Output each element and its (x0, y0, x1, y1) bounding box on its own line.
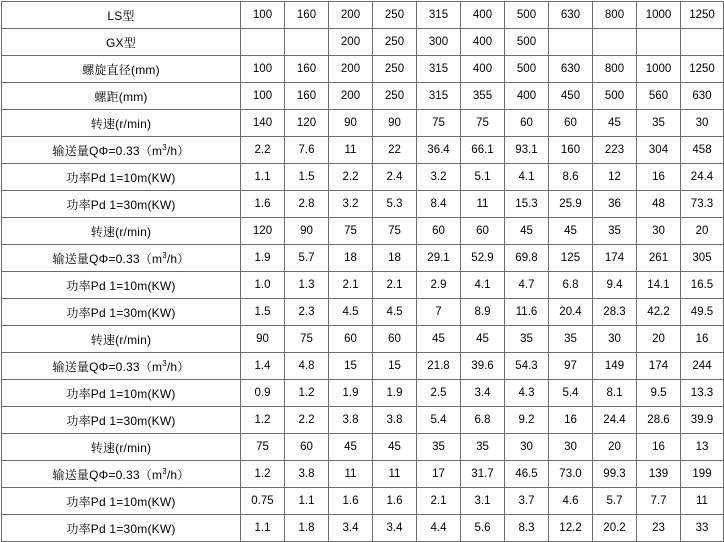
table-cell: 20 (593, 434, 637, 461)
table-cell: 11 (461, 191, 505, 218)
table-cell: 48 (637, 191, 681, 218)
table-cell: 16.5 (681, 272, 724, 299)
table-cell: 174 (593, 245, 637, 272)
table-cell: 250 (373, 29, 417, 56)
table-cell: 60 (285, 434, 329, 461)
table-cell: 1.6 (241, 191, 285, 218)
row-label: 螺旋直径(mm) (2, 56, 241, 83)
table-cell: 500 (593, 83, 637, 110)
table-cell: 315 (417, 83, 461, 110)
table-cell: 33 (681, 515, 724, 542)
table-row (2, 488, 724, 515)
table-cell: 458 (681, 137, 724, 164)
table-row (2, 29, 724, 56)
table-cell: 2.2 (285, 407, 329, 434)
table-cell: 4.7 (505, 272, 549, 299)
table-cell: 17 (417, 461, 461, 488)
table-cell: 16 (549, 407, 593, 434)
table-cell: 300 (417, 29, 461, 56)
table-cell: 90 (285, 218, 329, 245)
table-cell: 160 (285, 2, 329, 29)
table-cell: 18 (373, 245, 417, 272)
table-cell: 3.4 (329, 515, 373, 542)
table-cell: 36 (593, 191, 637, 218)
table-row (2, 407, 724, 434)
table-cell-empty (549, 29, 593, 56)
table-cell: 16 (681, 326, 724, 353)
table-cell: 800 (593, 2, 637, 29)
row-label: 输送量$Q\Phi=0.33(m^3/h)$ (2, 461, 241, 488)
table-cell: 20 (637, 326, 681, 353)
table-cell: 1.6 (329, 488, 373, 515)
table-cell: 2.4 (373, 164, 417, 191)
table-cell: 2.2 (329, 164, 373, 191)
table-cell: 25.9 (549, 191, 593, 218)
row-label: 转速(r/min) (2, 218, 241, 245)
table-cell: 1.8 (285, 515, 329, 542)
table-cell: 42.2 (637, 299, 681, 326)
table-cell: 45 (505, 218, 549, 245)
table-cell: 30 (681, 110, 724, 137)
table-cell: 93.1 (505, 137, 549, 164)
table-cell: 24.4 (593, 407, 637, 434)
table-cell: 199 (681, 461, 724, 488)
table-cell: 9.2 (505, 407, 549, 434)
table-cell: 4.5 (373, 299, 417, 326)
table-cell: 1250 (681, 56, 724, 83)
table-cell: 500 (505, 29, 549, 56)
table-cell: 250 (373, 83, 417, 110)
table-cell: 9.4 (593, 272, 637, 299)
table-cell: 1000 (637, 56, 681, 83)
table-cell: 3.7 (505, 488, 549, 515)
table-row (2, 110, 724, 137)
table-cell: 1250 (681, 2, 724, 29)
table-cell: 39.9 (681, 407, 724, 434)
table-cell: 11 (329, 137, 373, 164)
table-cell: 200 (329, 56, 373, 83)
row-label: 功率Pd 1=30m(KW) (2, 407, 241, 434)
table-cell: 2.1 (329, 272, 373, 299)
table-cell: 39.6 (461, 353, 505, 380)
table-cell: 120 (285, 110, 329, 137)
table-cell: 7.6 (285, 137, 329, 164)
table-cell: 52.9 (461, 245, 505, 272)
row-label: 输送量$Q\Phi=0.33(m^3/h)$ (2, 245, 241, 272)
table-cell: 11 (329, 461, 373, 488)
table-cell: 1.3 (285, 272, 329, 299)
table-row (2, 56, 724, 83)
table-cell: 29.1 (417, 245, 461, 272)
table-cell: 90 (329, 110, 373, 137)
table-cell: 1.9 (373, 380, 417, 407)
table-cell: 14.1 (637, 272, 681, 299)
table-cell: 4.4 (417, 515, 461, 542)
table-row (2, 2, 724, 29)
table-row (2, 137, 724, 164)
table-cell: 8.3 (505, 515, 549, 542)
table-cell: 60 (417, 218, 461, 245)
table-cell: 315 (417, 56, 461, 83)
table-cell: 5.4 (417, 407, 461, 434)
table-cell: 1.1 (241, 164, 285, 191)
table-cell: 139 (637, 461, 681, 488)
table-cell: 2.9 (417, 272, 461, 299)
row-label: 功率Pd 1=30m(KW) (2, 299, 241, 326)
table-cell: 0.9 (241, 380, 285, 407)
table-cell: 244 (681, 353, 724, 380)
table-cell: 800 (593, 56, 637, 83)
table-cell: 3.4 (461, 380, 505, 407)
table-cell: 250 (373, 2, 417, 29)
table-cell: 1.1 (285, 488, 329, 515)
table-cell: 1.2 (241, 461, 285, 488)
table-cell: 9.5 (637, 380, 681, 407)
row-label: LS型 (2, 2, 241, 29)
table-cell: 73.0 (549, 461, 593, 488)
table-cell: 160 (285, 56, 329, 83)
table-cell: 2.3 (285, 299, 329, 326)
table-cell: 46.5 (505, 461, 549, 488)
table-cell: 11.6 (505, 299, 549, 326)
table-row (2, 218, 724, 245)
table-row (2, 434, 724, 461)
table-cell: 30 (549, 434, 593, 461)
table-cell: 1.2 (241, 407, 285, 434)
table-cell: 2.5 (417, 380, 461, 407)
table-cell: 35 (637, 110, 681, 137)
table-cell: 250 (373, 56, 417, 83)
table-row (2, 353, 724, 380)
table-cell: 200 (329, 83, 373, 110)
table-cell: 5.1 (461, 164, 505, 191)
table-cell: 97 (549, 353, 593, 380)
table-cell: 400 (461, 29, 505, 56)
table-cell: 45 (329, 434, 373, 461)
table-row (2, 326, 724, 353)
table-cell: 400 (505, 83, 549, 110)
table-cell: 450 (549, 83, 593, 110)
table-cell: 60 (373, 326, 417, 353)
table-cell: 16 (637, 434, 681, 461)
table-cell: 75 (417, 110, 461, 137)
table-cell: 16 (637, 164, 681, 191)
table-cell: 5.7 (285, 245, 329, 272)
table-cell: 160 (549, 137, 593, 164)
table-cell: 99.3 (593, 461, 637, 488)
table-cell: 12 (593, 164, 637, 191)
table-cell: 315 (417, 2, 461, 29)
table-cell: 75 (461, 110, 505, 137)
table-cell: 30 (637, 218, 681, 245)
table-cell: 5.3 (373, 191, 417, 218)
table-cell: 5.7 (593, 488, 637, 515)
table-cell: 174 (637, 353, 681, 380)
table-cell: 7 (417, 299, 461, 326)
table-cell: 60 (329, 326, 373, 353)
table-cell: 30 (593, 326, 637, 353)
table-cell: 261 (637, 245, 681, 272)
table-cell: 35 (593, 218, 637, 245)
table-cell: 1.4 (241, 353, 285, 380)
table-cell: 35 (549, 326, 593, 353)
table-row (2, 164, 724, 191)
table-cell: 3.4 (373, 515, 417, 542)
table-body (2, 2, 724, 542)
table-cell: 1.5 (241, 299, 285, 326)
table-cell: 7.7 (637, 488, 681, 515)
table-cell: 18 (329, 245, 373, 272)
table-cell: 149 (593, 353, 637, 380)
table-cell: 2.1 (417, 488, 461, 515)
table-cell: 6.8 (461, 407, 505, 434)
table-cell: 1.5 (285, 164, 329, 191)
table-cell: 120 (241, 218, 285, 245)
table-cell: 22 (373, 137, 417, 164)
table-cell: 4.1 (461, 272, 505, 299)
table-cell: 2.2 (241, 137, 285, 164)
table-cell: 15 (373, 353, 417, 380)
row-label: 功率Pd 1=10m(KW) (2, 488, 241, 515)
table-cell: 66.1 (461, 137, 505, 164)
table-cell: 1000 (637, 2, 681, 29)
table-cell: 24.4 (681, 164, 724, 191)
table-cell: 355 (461, 83, 505, 110)
table-row (2, 245, 724, 272)
table-row (2, 515, 724, 542)
table-cell: 90 (241, 326, 285, 353)
table-cell: 45 (549, 218, 593, 245)
table-cell: 69.8 (505, 245, 549, 272)
table-cell: 305 (681, 245, 724, 272)
table-cell: 8.4 (417, 191, 461, 218)
table-cell: 100 (241, 83, 285, 110)
table-cell-empty (285, 29, 329, 56)
table-cell: 1.9 (241, 245, 285, 272)
row-label: 功率Pd 1=10m(KW) (2, 380, 241, 407)
table-cell: 6.8 (549, 272, 593, 299)
table-cell: 1.1 (241, 515, 285, 542)
row-label: 螺距(mm) (2, 83, 241, 110)
table-cell: 11 (681, 488, 724, 515)
table-cell: 13.3 (681, 380, 724, 407)
table-cell: 21.8 (417, 353, 461, 380)
table-cell: 35 (461, 434, 505, 461)
table-cell: 35 (417, 434, 461, 461)
table-cell-empty (681, 29, 724, 56)
table-cell: 400 (461, 2, 505, 29)
table-cell-empty (637, 29, 681, 56)
table-cell: 0.75 (241, 488, 285, 515)
table-row (2, 191, 724, 218)
table-cell: 45 (417, 326, 461, 353)
row-label: 转速(r/min) (2, 110, 241, 137)
table-cell: 15.3 (505, 191, 549, 218)
table-cell: 3.1 (461, 488, 505, 515)
table-cell: 200 (329, 29, 373, 56)
row-label: 输送量$Q\Phi=0.33(m^3/h)$ (2, 137, 241, 164)
table-cell: 20.4 (549, 299, 593, 326)
table-cell: 160 (285, 83, 329, 110)
table-cell: 75 (241, 434, 285, 461)
table-row (2, 380, 724, 407)
table-cell: 73.3 (681, 191, 724, 218)
table-cell: 630 (549, 56, 593, 83)
table-cell: 49.5 (681, 299, 724, 326)
table-cell: 35 (505, 326, 549, 353)
table-cell: 31.7 (461, 461, 505, 488)
table-cell: 45 (593, 110, 637, 137)
table-cell: 223 (593, 137, 637, 164)
table-cell: 1.9 (329, 380, 373, 407)
table-cell: 60 (505, 110, 549, 137)
table-cell: 36.4 (417, 137, 461, 164)
table-cell: 3.2 (417, 164, 461, 191)
specification-table (1, 1, 724, 542)
table-cell: 140 (241, 110, 285, 137)
row-label: 转速(r/min) (2, 326, 241, 353)
table-cell: 100 (241, 56, 285, 83)
row-label: 功率Pd 1=10m(KW) (2, 164, 241, 191)
table-cell: 28.6 (637, 407, 681, 434)
table-cell: 630 (549, 2, 593, 29)
table-cell: 20 (681, 218, 724, 245)
row-label: 功率Pd 1=30m(KW) (2, 515, 241, 542)
table-cell: 500 (505, 2, 549, 29)
table-cell: 75 (373, 218, 417, 245)
table-cell: 8.6 (549, 164, 593, 191)
row-label: 输送量$Q\Phi=0.33(m^3/h)$ (2, 353, 241, 380)
table-cell: 2.8 (285, 191, 329, 218)
table-cell: 45 (461, 326, 505, 353)
table-cell-empty (241, 29, 285, 56)
table-cell: 12.2 (549, 515, 593, 542)
table-cell: 630 (681, 83, 724, 110)
table-cell: 500 (505, 56, 549, 83)
table-cell: 4.6 (549, 488, 593, 515)
table-cell: 90 (373, 110, 417, 137)
table-cell: 200 (329, 2, 373, 29)
table-cell: 54.3 (505, 353, 549, 380)
table-row (2, 461, 724, 488)
table-cell: 4.8 (285, 353, 329, 380)
table-cell: 11 (373, 461, 417, 488)
table-cell: 60 (461, 218, 505, 245)
table-cell: 2.1 (373, 272, 417, 299)
table-cell: 100 (241, 2, 285, 29)
table-cell: 13 (681, 434, 724, 461)
row-label: GX型 (2, 29, 241, 56)
table-cell: 5.4 (549, 380, 593, 407)
table-cell: 8.9 (461, 299, 505, 326)
table-cell: 23 (637, 515, 681, 542)
table-cell: 1.0 (241, 272, 285, 299)
table-cell: 4.1 (505, 164, 549, 191)
table-row (2, 272, 724, 299)
table-cell: 4.3 (505, 380, 549, 407)
table-cell: 125 (549, 245, 593, 272)
table-cell: 75 (285, 326, 329, 353)
table-cell: 3.8 (285, 461, 329, 488)
row-label: 转速(r/min) (2, 434, 241, 461)
table-cell: 30 (505, 434, 549, 461)
table-cell: 1.6 (373, 488, 417, 515)
table-cell: 75 (329, 218, 373, 245)
table-cell: 3.8 (329, 407, 373, 434)
table-cell: 4.5 (329, 299, 373, 326)
row-label: 功率Pd 1=10m(KW) (2, 272, 241, 299)
table-cell: 304 (637, 137, 681, 164)
table-row (2, 83, 724, 110)
table-cell: 560 (637, 83, 681, 110)
table-cell: 20.2 (593, 515, 637, 542)
table-cell: 3.8 (373, 407, 417, 434)
table-cell: 3.2 (329, 191, 373, 218)
table-cell: 1.2 (285, 380, 329, 407)
table-cell: 28.3 (593, 299, 637, 326)
table-row (2, 299, 724, 326)
table-cell: 45 (373, 434, 417, 461)
table-cell: 60 (549, 110, 593, 137)
table-cell: 15 (329, 353, 373, 380)
row-label: 功率Pd 1=30m(KW) (2, 191, 241, 218)
table-cell: 5.6 (461, 515, 505, 542)
table-cell: 400 (461, 56, 505, 83)
table-cell-empty (593, 29, 637, 56)
table-cell: 8.1 (593, 380, 637, 407)
